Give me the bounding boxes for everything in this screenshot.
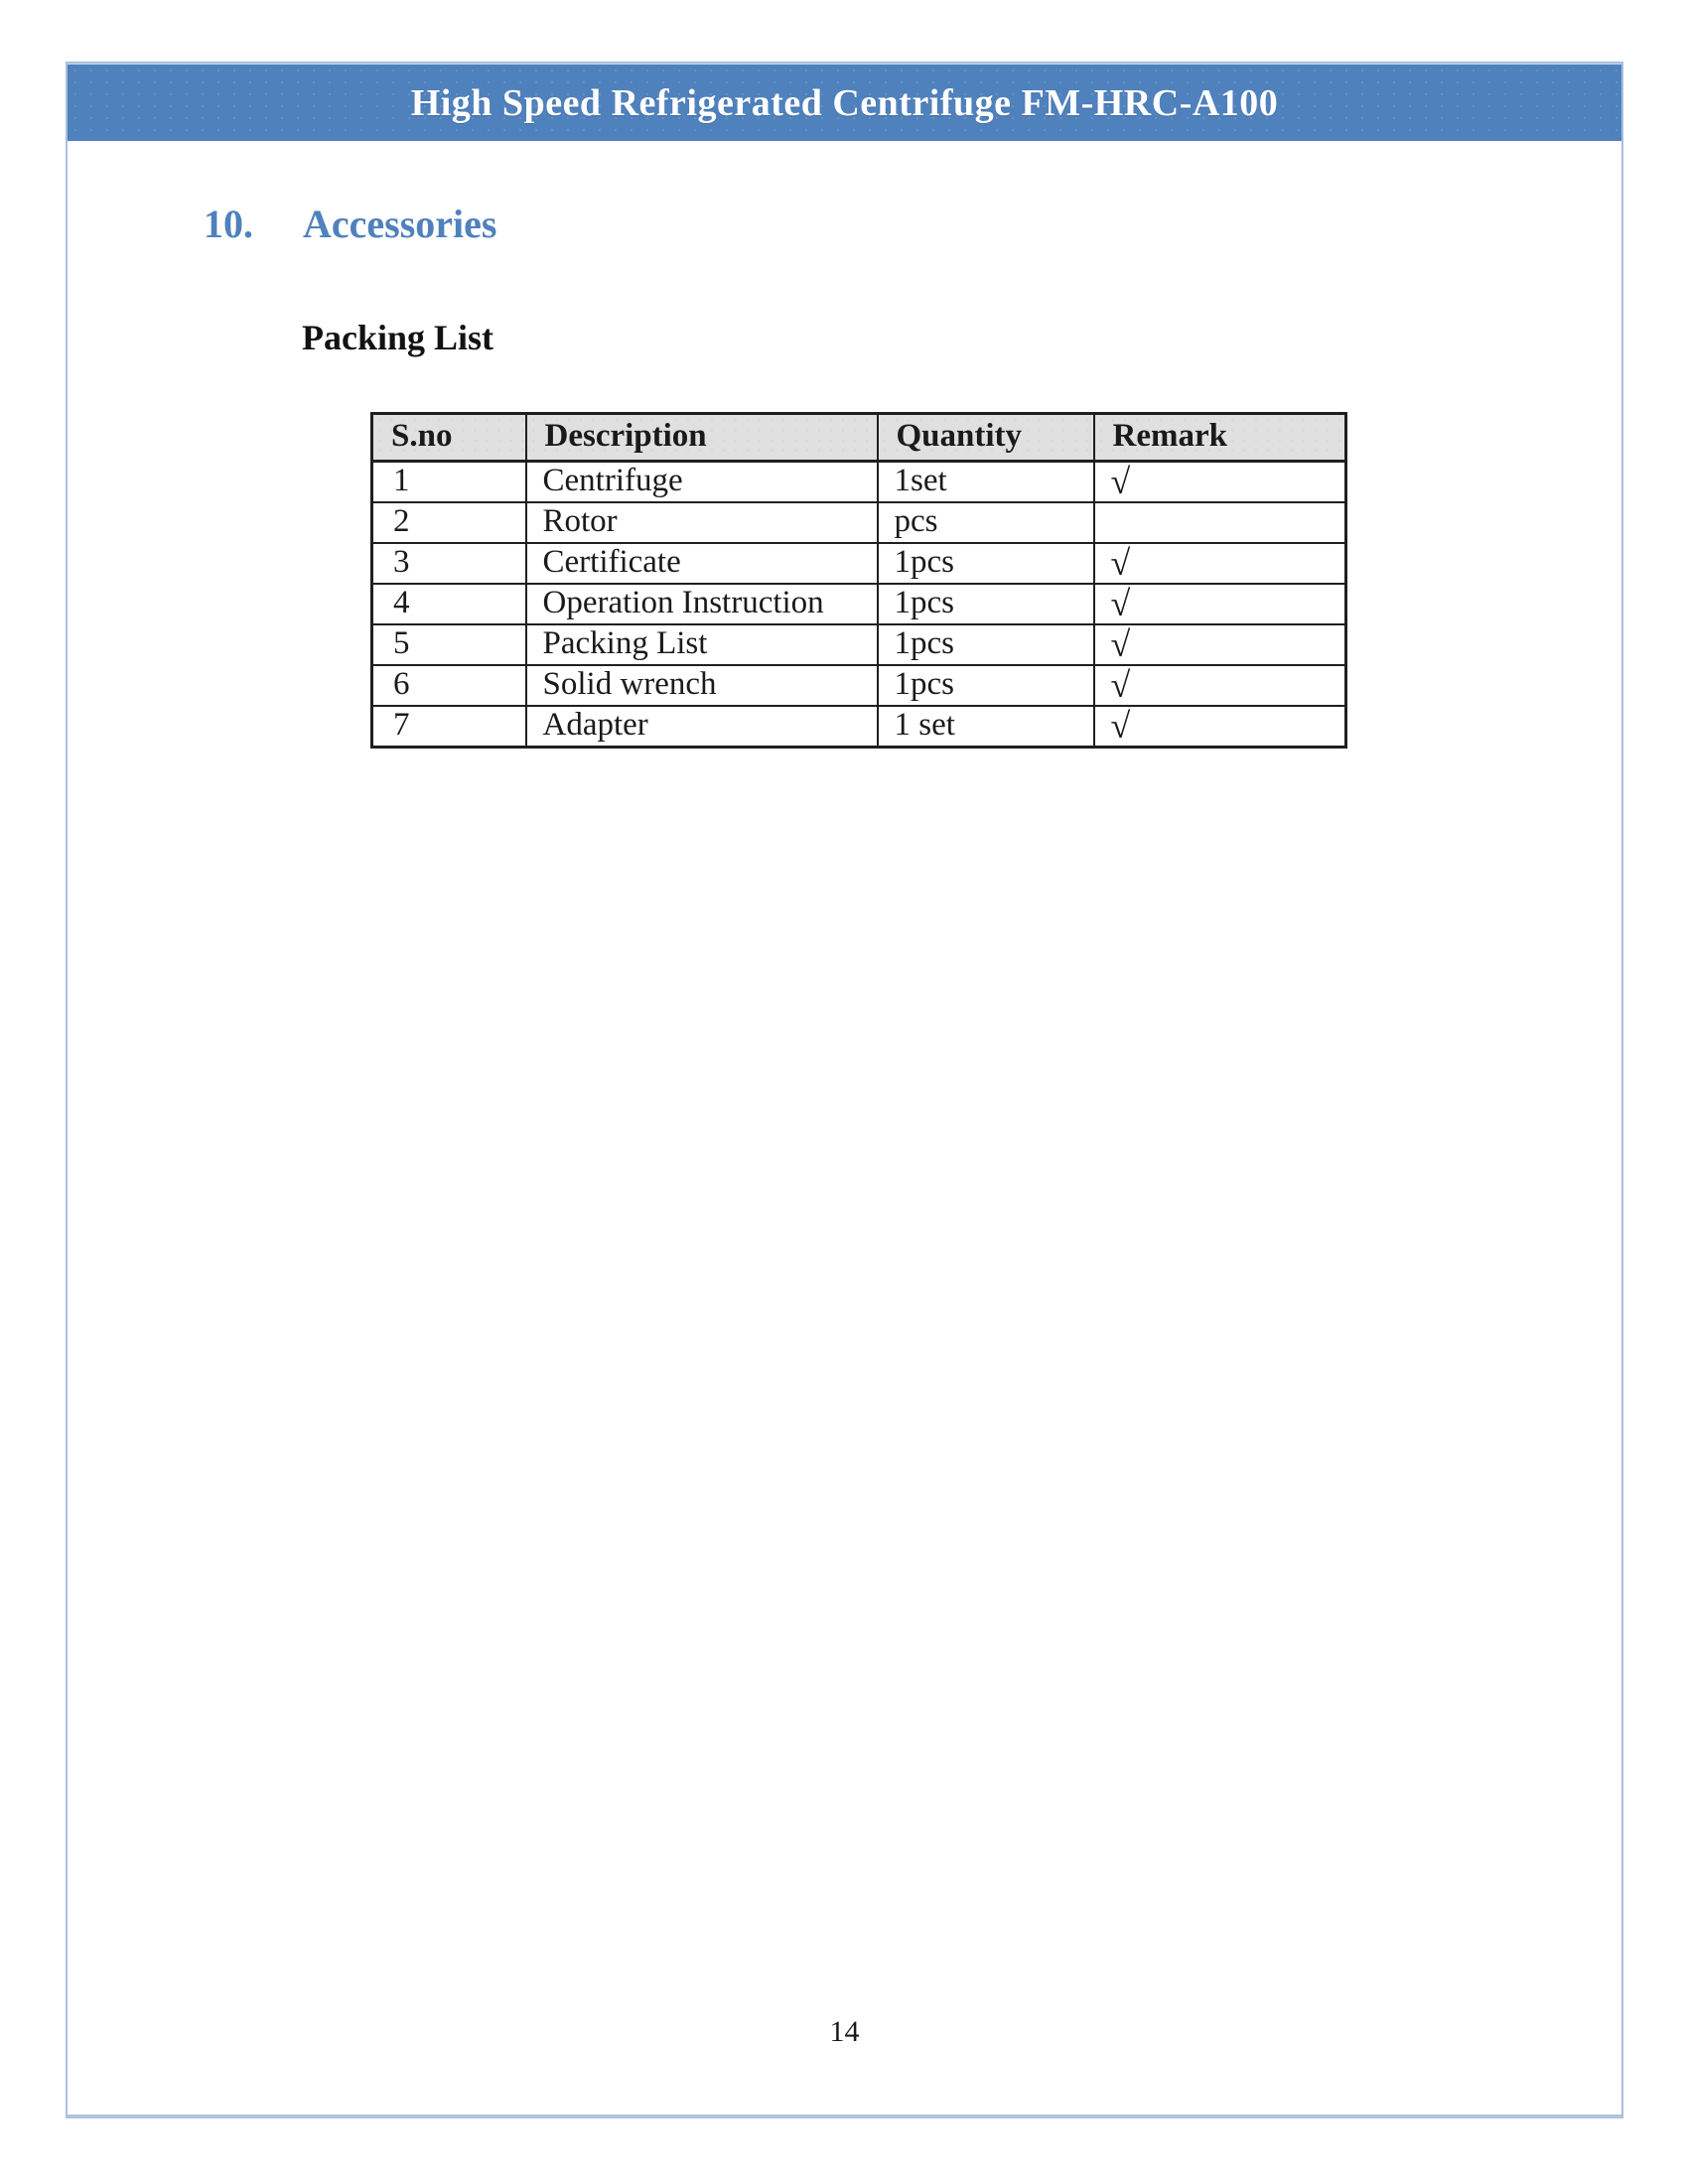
table-row xyxy=(372,462,1346,503)
cell-quantity: 1set xyxy=(878,462,1094,503)
cell-quantity: 1pcs xyxy=(878,624,1094,665)
cell-description: Centrifuge xyxy=(526,462,878,503)
table-row xyxy=(372,543,1346,584)
table-row xyxy=(372,665,1346,706)
cell-quantity: pcs xyxy=(878,502,1094,543)
cell-description: Solid wrench xyxy=(526,665,878,706)
section-heading xyxy=(204,203,496,246)
document-page-frame xyxy=(66,62,1623,2118)
subsection-title: Packing List xyxy=(302,318,494,357)
cell-description: Packing List xyxy=(526,624,878,665)
cell-remark: √ xyxy=(1094,665,1346,706)
cell-sno: 5 xyxy=(372,624,526,665)
cell-remark: √ xyxy=(1094,624,1346,665)
table-row xyxy=(372,624,1346,665)
cell-description: Certificate xyxy=(526,543,878,584)
section-title: Accessories xyxy=(303,202,497,246)
cell-sno: 2 xyxy=(372,502,526,543)
cell-sno: 7 xyxy=(372,706,526,748)
document-header-title: High Speed Refrigerated Centrifuge FM-HRC-A100 xyxy=(410,81,1279,124)
packing-list-table xyxy=(370,412,1347,749)
cell-sno: 3 xyxy=(372,543,526,584)
cell-remark xyxy=(1094,502,1346,543)
cell-description: Rotor xyxy=(526,502,878,543)
cell-remark: √ xyxy=(1094,543,1346,584)
cell-sno: 6 xyxy=(372,665,526,706)
cell-description: Operation Instruction xyxy=(526,584,878,624)
cell-sno: 1 xyxy=(372,462,526,503)
cell-remark: √ xyxy=(1094,706,1346,748)
table-header-row xyxy=(372,414,1346,462)
cell-quantity: 1pcs xyxy=(878,543,1094,584)
cell-quantity: 1 set xyxy=(878,706,1094,748)
column-header-description: Description xyxy=(526,414,878,462)
cell-quantity: 1pcs xyxy=(878,584,1094,624)
column-header-sno: S.no xyxy=(372,414,526,462)
table-row xyxy=(372,706,1346,748)
cell-remark: √ xyxy=(1094,584,1346,624)
cell-quantity: 1pcs xyxy=(878,665,1094,706)
column-header-quantity: Quantity xyxy=(878,414,1094,462)
page-number: 14 xyxy=(829,2015,860,2048)
section-number: 10. xyxy=(204,202,253,246)
document-header-bar xyxy=(68,64,1621,141)
column-header-remark: Remark xyxy=(1094,414,1346,462)
cell-remark: √ xyxy=(1094,462,1346,503)
cell-sno: 4 xyxy=(372,584,526,624)
table-row xyxy=(372,584,1346,624)
table-row xyxy=(372,502,1346,543)
cell-description: Adapter xyxy=(526,706,878,748)
